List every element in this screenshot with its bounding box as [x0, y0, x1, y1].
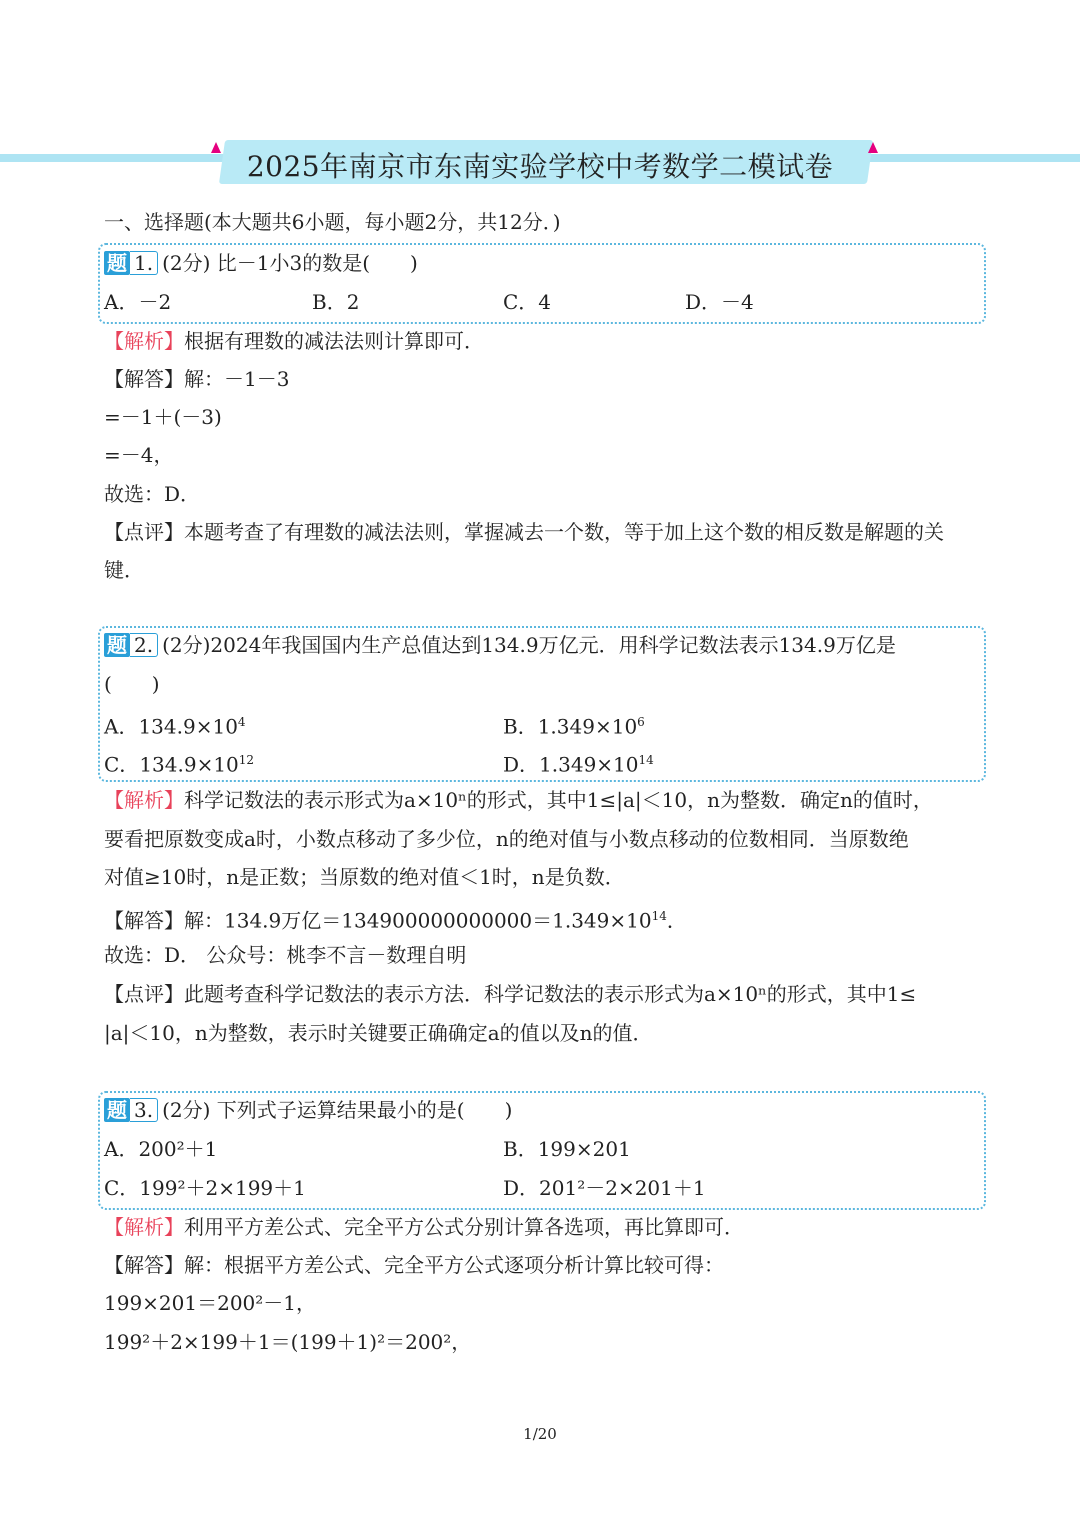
answer-exponent: 14 — [651, 909, 667, 923]
option-text: 134.9×10 — [138, 714, 238, 739]
q3-answer-line: 199×201＝200²－1， — [104, 1291, 317, 1315]
option-label: D． — [503, 752, 540, 777]
analysis-text: 科学记数法的表示形式为a×10ⁿ的形式，其中1≤|a|＜10，n为整数．确定n的值时， — [184, 788, 933, 812]
answer-label: 【解答】 — [104, 1253, 184, 1277]
question-tag: 题 — [104, 633, 130, 657]
option-exponent: 14 — [638, 753, 654, 767]
q2-analysis-line: 要看把原数变成a时，小数点移动了多少位，n的绝对值与小数点移动的位数相同．当原数绝 — [104, 827, 909, 851]
answer-end: ． — [666, 908, 687, 933]
q2-option-c — [104, 746, 254, 779]
title-banner — [0, 140, 1080, 190]
q3-answer — [104, 1251, 724, 1279]
question-number: 3. — [130, 1098, 158, 1122]
comment-text: 此题考查科学记数法的表示方法．科学记数法的表示形式为a×10ⁿ的形式，其中1≤ — [184, 982, 917, 1006]
q3-option-b: B．199×201 — [503, 1137, 631, 1161]
question-text: (2分) 下列式子运算结果最小的是( ) — [162, 1098, 513, 1122]
q1-answer — [104, 365, 289, 393]
q3-option-d: D．201²－2×201＋1 — [503, 1176, 706, 1200]
question-text: (2分) 比－1小3的数是( ) — [162, 251, 418, 275]
option-exponent: 12 — [238, 753, 255, 767]
answer-label: 【解答】 — [104, 367, 184, 391]
analysis-text: 利用平方差公式、完全平方公式分别计算各选项，再比算即可． — [184, 1215, 744, 1239]
q1-analysis — [104, 327, 484, 355]
comment-label: 【点评】 — [104, 520, 184, 544]
analysis-text: 根据有理数的减法法则计算即可． — [184, 329, 484, 353]
answer-text: 解：－1－3 — [184, 367, 290, 391]
q2-analysis-line: 对值≥10时，n是正数；当原数的绝对值＜1时，n是负数． — [104, 865, 625, 889]
question-text: (2分)2024年我国国内生产总值达到134.9万亿元．用科学记数法表示134.9万亿是 — [162, 633, 896, 657]
option-text: 1.349×10 — [539, 752, 639, 777]
q2-choice: 故选：D． 公众号：桃李不言－数理自明 — [104, 943, 467, 967]
q1-answer-line: =－4， — [104, 443, 174, 467]
q2-analysis — [104, 786, 933, 814]
question-3-stem — [104, 1096, 512, 1124]
comment-label: 【点评】 — [104, 982, 184, 1006]
q2-comment-line: |a|＜10，n为整数，表示时关键要正确确定a的值以及n的值． — [104, 1021, 653, 1045]
q1-answer-line: 故选：D． — [104, 482, 201, 506]
answer-text: 解：根据平方差公式、完全平方公式逐项分析计算比较可得： — [184, 1253, 724, 1277]
q3-option-c: C．199²＋2×199＋1 — [104, 1176, 306, 1200]
q2-comment — [104, 980, 916, 1008]
q2-option-d — [503, 746, 654, 779]
q1-answer-line: =－1＋(－3) — [104, 405, 222, 429]
question-number: 2. — [130, 633, 158, 657]
q2-option-b — [503, 708, 645, 741]
option-label: B． — [503, 714, 538, 739]
answer-text: 解：134.9万亿＝134900000000000＝1.349×10 — [184, 908, 652, 933]
q1-option-d: D．－4 — [685, 290, 754, 314]
q3-analysis — [104, 1213, 744, 1241]
question-number: 1. — [130, 251, 158, 275]
option-text: 134.9×10 — [139, 752, 239, 777]
analysis-label: 【解析】 — [104, 1215, 184, 1239]
question-2-stem — [104, 631, 896, 659]
q2-answer — [104, 902, 687, 935]
question-tag: 题 — [104, 251, 130, 275]
option-exponent: 4 — [237, 715, 246, 729]
q1-comment — [104, 518, 944, 546]
q3-option-a: A．200²＋1 — [104, 1137, 218, 1161]
option-label: A． — [104, 714, 139, 739]
analysis-label: 【解析】 — [104, 788, 184, 812]
q1-option-a: A．－2 — [104, 290, 172, 314]
page-title: 2025年南京市东南实验学校中考数学二模试卷 — [246, 150, 834, 183]
q3-answer-line: 199²＋2×199＋1＝(199＋1)²＝200²， — [104, 1330, 472, 1354]
q1-comment-line: 键． — [104, 558, 144, 582]
page-number: 1/20 — [523, 1425, 557, 1443]
option-text: 1.349×10 — [537, 714, 638, 739]
option-label: C． — [104, 752, 140, 777]
q2-option-a — [104, 708, 246, 741]
question-1-stem — [104, 249, 418, 277]
answer-label: 【解答】 — [104, 908, 184, 933]
section-heading: 一、选择题(本大题共6小题，每小题2分，共12分．) — [104, 210, 561, 234]
q1-option-b: B．2 — [312, 290, 360, 314]
option-exponent: 6 — [637, 715, 645, 729]
comment-text: 本题考查了有理数的减法法则，掌握减去一个数，等于加上这个数的相反数是解题的关 — [184, 520, 944, 544]
analysis-label: 【解析】 — [104, 329, 184, 353]
q1-option-c: C．4 — [503, 290, 552, 314]
question-2-stem-line2: ( ) — [104, 672, 160, 696]
question-tag: 题 — [104, 1098, 130, 1122]
